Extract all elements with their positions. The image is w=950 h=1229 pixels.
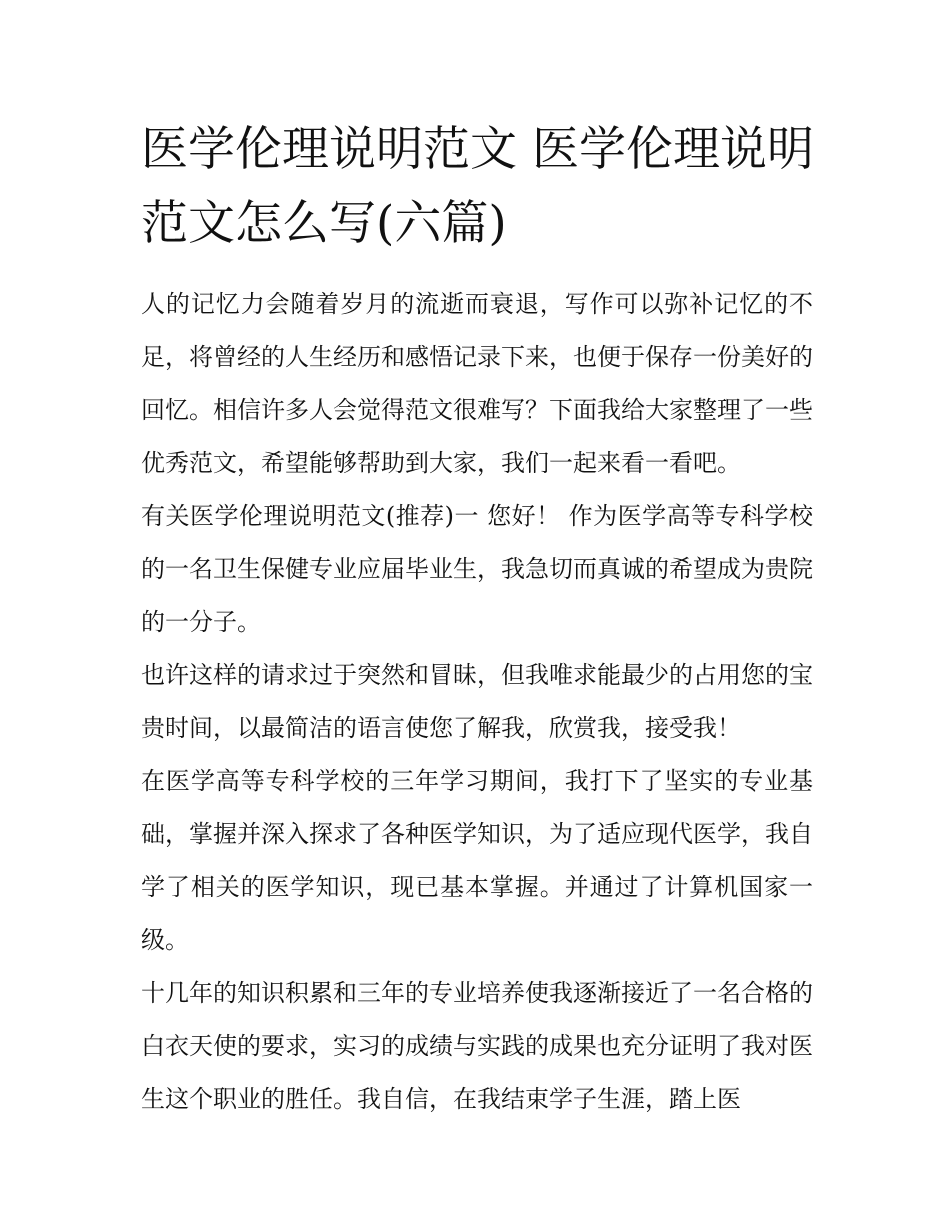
- paragraph-intro: 人的记忆力会随着岁月的流逝而衰退，写作可以弥补记忆的不足，将曾经的人生经历和感悟记录下来，也便于保存一份美好的回忆。相信许多人会觉得范文很难写？下面我给大家整理了一些优秀范文，希望能够帮助到大家，我们一起来看一看吧。: [141, 290, 813, 477]
- paragraph-request: 也许这样的请求过于突然和冒昧，但我唯求能最少的占用您的宝贵时间，以最简洁的语言使您了解我，欣赏我，接受我！: [141, 661, 813, 742]
- paragraph-study: 在医学高等专科学校的三年学习期间，我打下了坚实的专业基础，掌握并深入探求了各种医学知识，为了适应现代医学，我自学了相关的医学知识，现已基本掌握。并通过了计算机国家一级。: [141, 767, 813, 954]
- document-body: [141, 278, 813, 1126]
- document-title: 医学伦理说明范文 医学伦理说明范文怎么写(六篇): [141, 122, 814, 251]
- paragraph-experience: 十几年的知识积累和三年的专业培养使我逐渐接近了一名合格的白衣天使的要求，实习的成绩与实践的成果也充分证明了我对医生这个职业的胜任。我自信，在我结束学子生涯，踏上医: [141, 979, 813, 1113]
- paragraph-greeting: 有关医学伦理说明范文(推荐)一 您好！ 作为医学高等专科学校的一名卫生保健专业应届毕业生，我急切而真诚的希望成为贵院的一分子。: [141, 502, 813, 636]
